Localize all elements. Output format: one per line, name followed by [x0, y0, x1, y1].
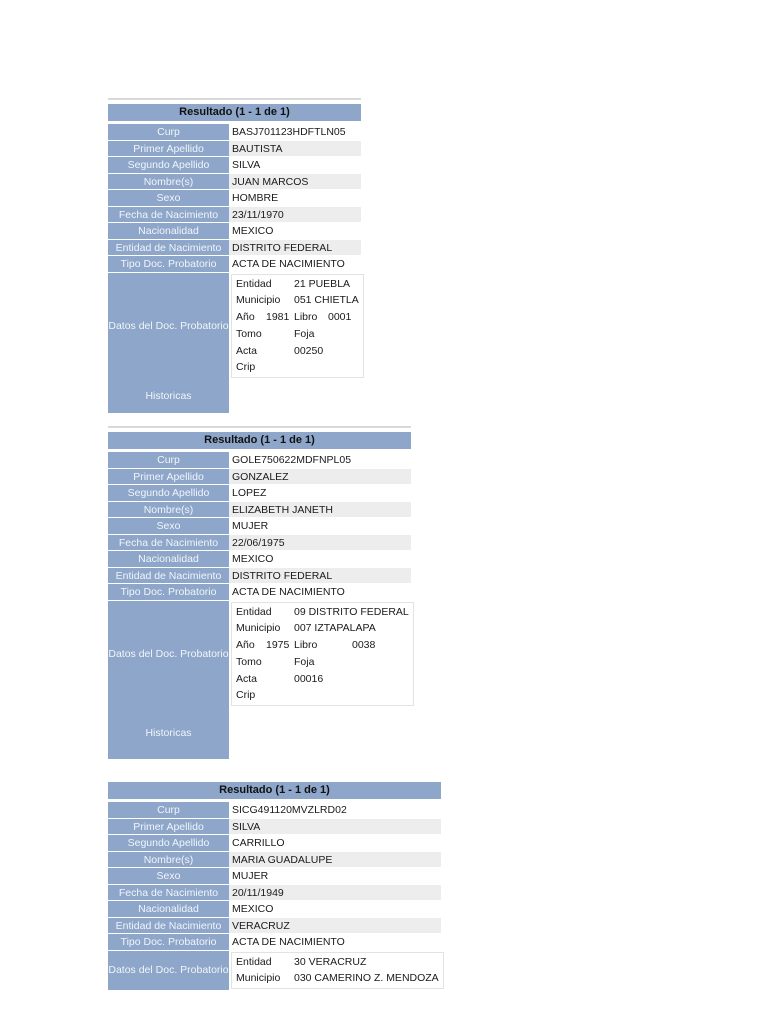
value-tipo-doc: ACTA DE NACIMIENTO — [232, 586, 345, 598]
row-nombres — [108, 174, 361, 191]
row-fecha-nacimiento — [108, 535, 411, 552]
label-primer-apellido: Primer Apellido — [108, 141, 229, 157]
value-curp: GOLE750622MDFNPL05 — [232, 454, 352, 466]
historicas-button[interactable]: Historicas — [108, 707, 229, 759]
label-curp: Curp — [108, 124, 229, 140]
row-sexo — [108, 190, 361, 207]
doc-entidad-value: 30 VERACRUZ — [294, 955, 367, 968]
value-nombres: JUAN MARCOS — [229, 174, 361, 190]
doc-municipio-label: Municipio — [236, 294, 281, 307]
value-curp: SICG491120MVZLRD02 — [232, 804, 347, 816]
row-nombres — [108, 852, 441, 869]
doc-acta-label: Acta — [236, 672, 258, 685]
value-sexo: HOMBRE — [232, 192, 279, 204]
value-fecha-nacimiento: 20/11/1949 — [229, 885, 441, 901]
doc-libro-value: 0001 — [328, 311, 352, 324]
doc-tomo-label: Tomo — [236, 327, 262, 340]
label-fecha-nacimiento: Fecha de Nacimiento — [108, 885, 229, 901]
doc-crip-label: Crip — [236, 361, 256, 374]
label-nacionalidad: Nacionalidad — [108, 551, 229, 567]
row-fecha-nacimiento — [108, 207, 361, 224]
label-entidad-nacimiento: Entidad de Nacimiento — [108, 918, 229, 934]
row-segundo-apellido — [108, 485, 411, 502]
doc-entidad-value: 21 PUEBLA — [294, 277, 351, 290]
label-primer-apellido: Primer Apellido — [108, 469, 229, 485]
value-fecha-nacimiento: 22/06/1975 — [229, 535, 411, 551]
label-segundo-apellido: Segundo Apellido — [108, 157, 229, 173]
row-primer-apellido — [108, 819, 441, 836]
row-nacionalidad — [108, 901, 441, 918]
row-tipo-doc — [108, 584, 411, 601]
doc-anio-value: 1975 — [266, 639, 290, 652]
value-nacionalidad: MEXICO — [232, 553, 274, 565]
doc-details — [231, 602, 414, 707]
row-nacionalidad — [108, 551, 411, 568]
value-fecha-nacimiento: 23/11/1970 — [229, 207, 361, 223]
value-segundo-apellido: SILVA — [232, 159, 261, 171]
value-nacionalidad: MEXICO — [232, 225, 274, 237]
row-entidad-nacimiento — [108, 918, 441, 935]
value-entidad-nacimiento: DISTRITO FEDERAL — [229, 568, 411, 584]
doc-details — [231, 274, 364, 379]
divider — [108, 426, 411, 428]
doc-crip-label: Crip — [236, 689, 256, 702]
label-curp: Curp — [108, 452, 229, 468]
row-fecha-nacimiento — [108, 885, 441, 902]
doc-foja-label: Foja — [294, 327, 315, 340]
result-header: Resultado (1 - 1 de 1) — [108, 782, 441, 799]
doc-municipio-label: Municipio — [236, 972, 281, 985]
label-sexo: Sexo — [108, 190, 229, 206]
divider — [108, 98, 361, 100]
row-sexo — [108, 518, 411, 535]
row-nombres — [108, 502, 411, 519]
label-entidad-nacimiento: Entidad de Nacimiento — [108, 568, 229, 584]
doc-anio-value: 1981 — [266, 311, 290, 324]
doc-foja-label: Foja — [294, 655, 315, 668]
result-table-1 — [108, 98, 361, 413]
doc-tomo-label: Tomo — [236, 655, 262, 668]
label-nombres: Nombre(s) — [108, 174, 229, 190]
result-table-2 — [108, 426, 411, 759]
row-datos-doc — [108, 273, 361, 380]
row-datos-doc — [108, 601, 411, 708]
doc-libro-label: Libro — [294, 639, 318, 652]
value-sexo: MUJER — [232, 520, 269, 532]
doc-entidad-value: 09 DISTRITO FEDERAL — [294, 605, 409, 618]
label-primer-apellido: Primer Apellido — [108, 819, 229, 835]
label-tipo-doc: Tipo Doc. Probatorio — [108, 584, 229, 600]
row-curp — [108, 124, 361, 141]
label-datos-doc: Datos del Doc. Probatorio — [108, 601, 229, 708]
label-nombres: Nombre(s) — [108, 852, 229, 868]
value-primer-apellido: SILVA — [229, 819, 441, 835]
doc-municipio-value: 007 IZTAPALAPA — [294, 622, 376, 635]
row-entidad-nacimiento — [108, 568, 411, 585]
row-primer-apellido — [108, 141, 361, 158]
value-segundo-apellido: CARRILLO — [232, 837, 285, 849]
value-nacionalidad: MEXICO — [232, 903, 274, 915]
row-entidad-nacimiento — [108, 240, 361, 257]
label-sexo: Sexo — [108, 868, 229, 884]
doc-municipio-label: Municipio — [236, 622, 281, 635]
doc-entidad-label: Entidad — [236, 605, 272, 618]
label-segundo-apellido: Segundo Apellido — [108, 485, 229, 501]
result-table-3 — [108, 782, 441, 990]
row-nacionalidad — [108, 223, 361, 240]
value-primer-apellido: BAUTISTA — [229, 141, 361, 157]
row-historicas — [108, 379, 361, 413]
doc-libro-label: Libro — [294, 311, 318, 324]
row-tipo-doc — [108, 934, 441, 951]
doc-anio-label: Año — [236, 639, 255, 652]
value-curp: BASJ701123HDFTLN05 — [232, 126, 346, 138]
doc-libro-value: 0038 — [352, 639, 376, 652]
value-segundo-apellido: LOPEZ — [232, 487, 267, 499]
row-segundo-apellido — [108, 157, 361, 174]
label-nombres: Nombre(s) — [108, 502, 229, 518]
row-segundo-apellido — [108, 835, 441, 852]
doc-entidad-label: Entidad — [236, 955, 272, 968]
label-datos-doc: Datos del Doc. Probatorio — [108, 273, 229, 380]
doc-entidad-label: Entidad — [236, 277, 272, 290]
result-header: Resultado (1 - 1 de 1) — [108, 432, 411, 449]
label-segundo-apellido: Segundo Apellido — [108, 835, 229, 851]
label-nacionalidad: Nacionalidad — [108, 223, 229, 239]
doc-anio-label: Año — [236, 311, 255, 324]
doc-acta-label: Acta — [236, 344, 258, 357]
label-nacionalidad: Nacionalidad — [108, 901, 229, 917]
value-primer-apellido: GONZALEZ — [229, 469, 411, 485]
label-curp: Curp — [108, 802, 229, 818]
label-tipo-doc: Tipo Doc. Probatorio — [108, 256, 229, 272]
label-tipo-doc: Tipo Doc. Probatorio — [108, 934, 229, 950]
historicas-button[interactable]: Historicas — [108, 379, 229, 413]
doc-municipio-value: 030 CAMERINO Z. MENDOZA — [294, 972, 439, 985]
row-historicas — [108, 707, 411, 759]
label-fecha-nacimiento: Fecha de Nacimiento — [108, 207, 229, 223]
doc-acta-value: 00016 — [294, 672, 324, 685]
label-fecha-nacimiento: Fecha de Nacimiento — [108, 535, 229, 551]
value-entidad-nacimiento: DISTRITO FEDERAL — [229, 240, 361, 256]
value-entidad-nacimiento: VERACRUZ — [229, 918, 441, 934]
row-primer-apellido — [108, 469, 411, 486]
doc-municipio-value: 051 CHIETLA — [294, 294, 359, 307]
label-sexo: Sexo — [108, 518, 229, 534]
row-datos-doc — [108, 951, 441, 991]
doc-acta-value: 00250 — [294, 344, 324, 357]
value-sexo: MUJER — [232, 870, 269, 882]
label-datos-doc: Datos del Doc. Probatorio — [108, 951, 229, 991]
result-header: Resultado (1 - 1 de 1) — [108, 104, 361, 121]
value-tipo-doc: ACTA DE NACIMIENTO — [232, 936, 345, 948]
row-curp — [108, 452, 411, 469]
doc-details — [231, 952, 444, 990]
value-nombres: MARIA GUADALUPE — [229, 852, 441, 868]
row-tipo-doc — [108, 256, 361, 273]
label-entidad-nacimiento: Entidad de Nacimiento — [108, 240, 229, 256]
value-tipo-doc: ACTA DE NACIMIENTO — [232, 258, 345, 270]
row-sexo — [108, 868, 441, 885]
row-curp — [108, 802, 441, 819]
value-nombres: ELIZABETH JANETH — [229, 502, 411, 518]
